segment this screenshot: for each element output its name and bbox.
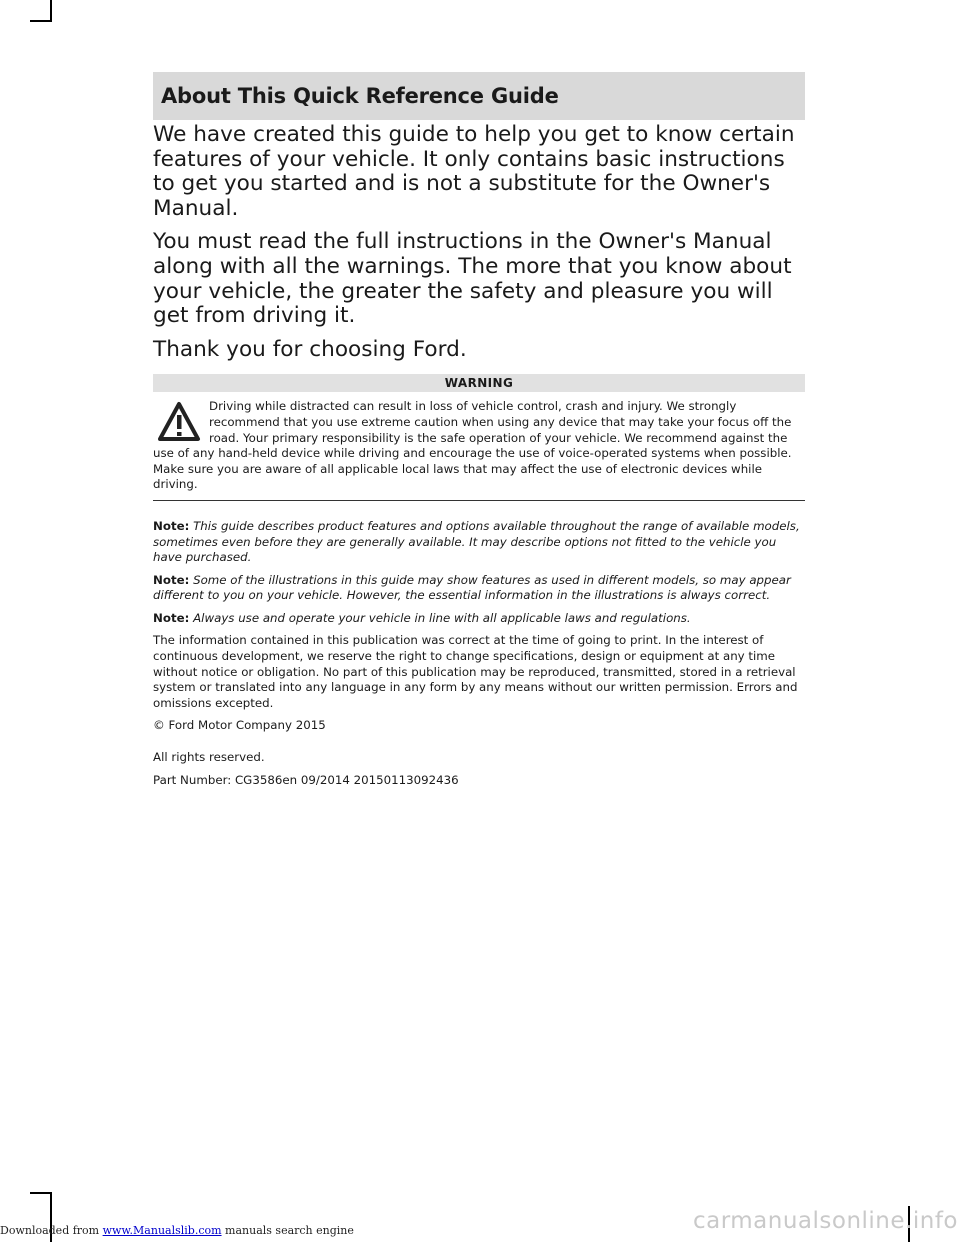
- note-3: [153, 611, 805, 627]
- warning-triangle-icon: [157, 401, 201, 443]
- copyright-text: © Ford Motor Company 2015: [153, 718, 326, 733]
- page-title: About This Quick Reference Guide: [161, 84, 559, 108]
- crop-mark-bottom-left-horizontal: [30, 1192, 52, 1194]
- disclaimer-text: The information contained in this publication was correct at the time of going to print. In the interest of continuous development, we reserve the right to change specifications, design or equipment at any time without notice or obligation. No part of this publication may be reproduced, transmitted, stored in a retrieval system or translated into any language in any form by any means without our written permission. Errors and omissions excepted.: [153, 633, 798, 710]
- note-label: Note:: [153, 572, 190, 587]
- note-1: [153, 519, 805, 566]
- notes-section: [153, 519, 805, 788]
- manualslib-link[interactable]: www.Manualslib.com: [102, 1224, 222, 1237]
- intro-paragraph-2: You must read the full instructions in the Owner's Manual along with all the warnings. The more that you know about your vehicle, the greater the safety and pleasure you will get from driving it.: [153, 229, 792, 329]
- intro-paragraph-3: Thank you for choosing Ford.: [153, 336, 467, 362]
- download-footer: [0, 1208, 960, 1242]
- warning-text: Driving while distracted can result in loss of vehicle control, crash and injury. We strongly recommend that you use extreme caution when using any device that may take your focus off the road. Your primary responsibility is the safe operation of your vehicle. We recommend against the use of any hand-held device while driving and encourage the use of voice-operated systems when possible. Make sure you are aware of all applicable local laws that may affect the use of electronic devices while driving.: [153, 399, 792, 492]
- footer-source: [0, 1224, 354, 1237]
- note-2: [153, 573, 805, 604]
- crop-mark-top-left-vertical: [50, 0, 52, 22]
- note-text: Some of the illustrations in this guide may show features as used in different models, so may appear different to you on your vehicle. However, the essential information in the illustrations is always correct.: [153, 572, 791, 603]
- intro-section: [153, 123, 805, 362]
- footer-suffix: manuals search engine: [221, 1224, 354, 1237]
- watermark: carmanualsonline.info: [692, 1208, 958, 1234]
- warning-heading: WARNING: [153, 374, 805, 392]
- part-number-text: Part Number: CG3586en 09/2014 20150113092436: [153, 772, 459, 787]
- intro-paragraph-1: We have created this guide to help you get to know certain features of your vehicle. It only contains basic instructions to get you started and is not a substitute for the Owner's Manual.: [153, 122, 795, 221]
- note-text: This guide describes product features and options available throughout the range of available models, sometimes even before they are generally available. It may describe options not fitted to the vehicle you have purchased.: [153, 518, 800, 565]
- footer-prefix: Downloaded from: [0, 1224, 103, 1237]
- crop-mark-top-left-horizontal: [30, 20, 52, 22]
- note-label: Note:: [153, 610, 190, 625]
- warning-divider: [153, 500, 805, 501]
- section-title-bar: [153, 72, 805, 120]
- rights-text: All rights reserved.: [153, 750, 265, 765]
- note-text: Always use and operate your vehicle in line with all applicable laws and regulations.: [193, 610, 691, 625]
- note-label: Note:: [153, 518, 190, 533]
- guide-page: [153, 72, 805, 795]
- warning-box: [153, 399, 805, 493]
